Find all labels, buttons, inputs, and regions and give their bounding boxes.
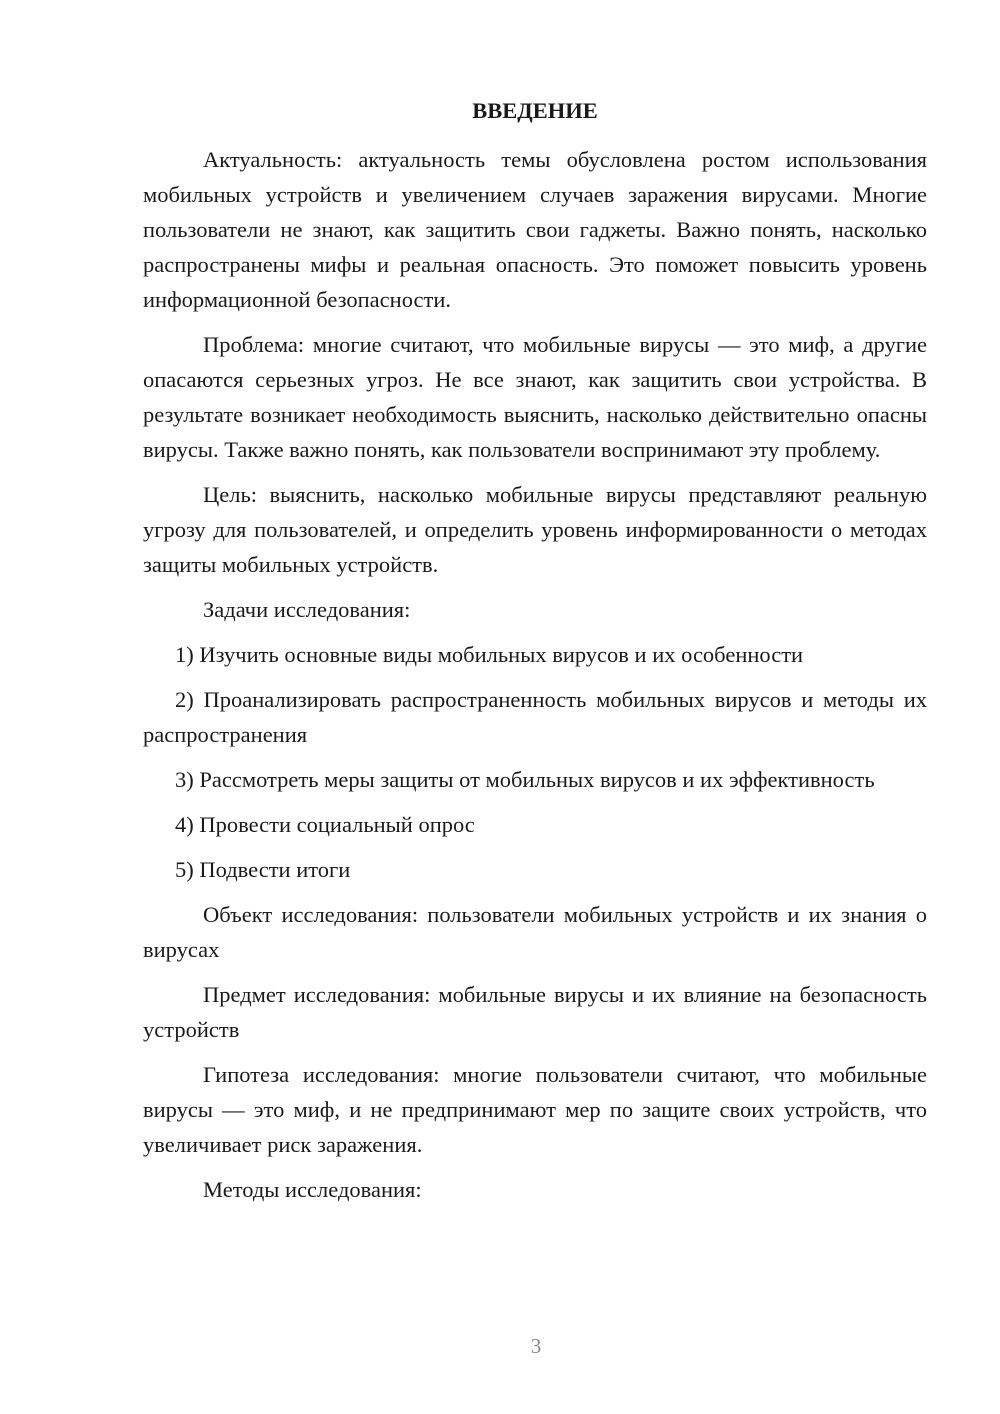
paragraph-object: Объект исследования: пользователи мобильных устройств и их знания о вирусах: [143, 902, 927, 962]
paragraph-hypothesis: Гипотеза исследования: многие пользователи считают, что мобильные вирусы — это миф, и не предпринимают мер по защите своих устройств, что увеличивает риск заражения.: [143, 1062, 927, 1157]
paragraph-relevance: Актуальность: актуальность темы обусловлена ростом использования мобильных устройств и увеличением случаев заражения вирусами. Многие пользователи не знают, как защитить свои гаджеты. Важно понять, насколько распространены мифы и реальная опасность. Это поможет повысить уровень информационной безопасности.: [143, 147, 927, 312]
task-item: 4) Провести социальный опрос: [175, 812, 475, 837]
body-text: [143, 142, 927, 1217]
paragraph-tasks-heading: Задачи исследования:: [203, 597, 411, 622]
paragraph-problem: Проблема: многие считают, что мобильные вирусы — это миф, а другие опасаются серьезных угроз. Не все знают, как защитить свои устройства. В результате возникает необходимость выяснить, насколько действительно опасны вирусы. Также важно понять, как пользователи воспринимают эту проблему.: [143, 332, 927, 462]
paragraph-subject: Предмет исследования: мобильные вирусы и их влияние на безопасность устройств: [143, 982, 927, 1042]
task-item: 5) Подвести итоги: [175, 857, 351, 882]
page-number: 3: [530, 1334, 542, 1358]
page-title: ВВЕДЕНИЕ: [472, 98, 598, 123]
paragraph-goal: Цель: выяснить, насколько мобильные вирусы представляют реальную угрозу для пользователей, и определить уровень информированности о методах защиты мобильных устройств.: [143, 482, 927, 577]
paragraph-methods: Методы исследования:: [203, 1177, 422, 1202]
task-item: 1) Изучить основные виды мобильных вирусов и их особенности: [175, 642, 804, 667]
task-item: 3) Рассмотреть меры защиты от мобильных вирусов и их эффективность: [175, 767, 875, 792]
task-item: 2) Проанализировать распространенность мобильных вирусов и методы их распространения: [143, 687, 927, 747]
